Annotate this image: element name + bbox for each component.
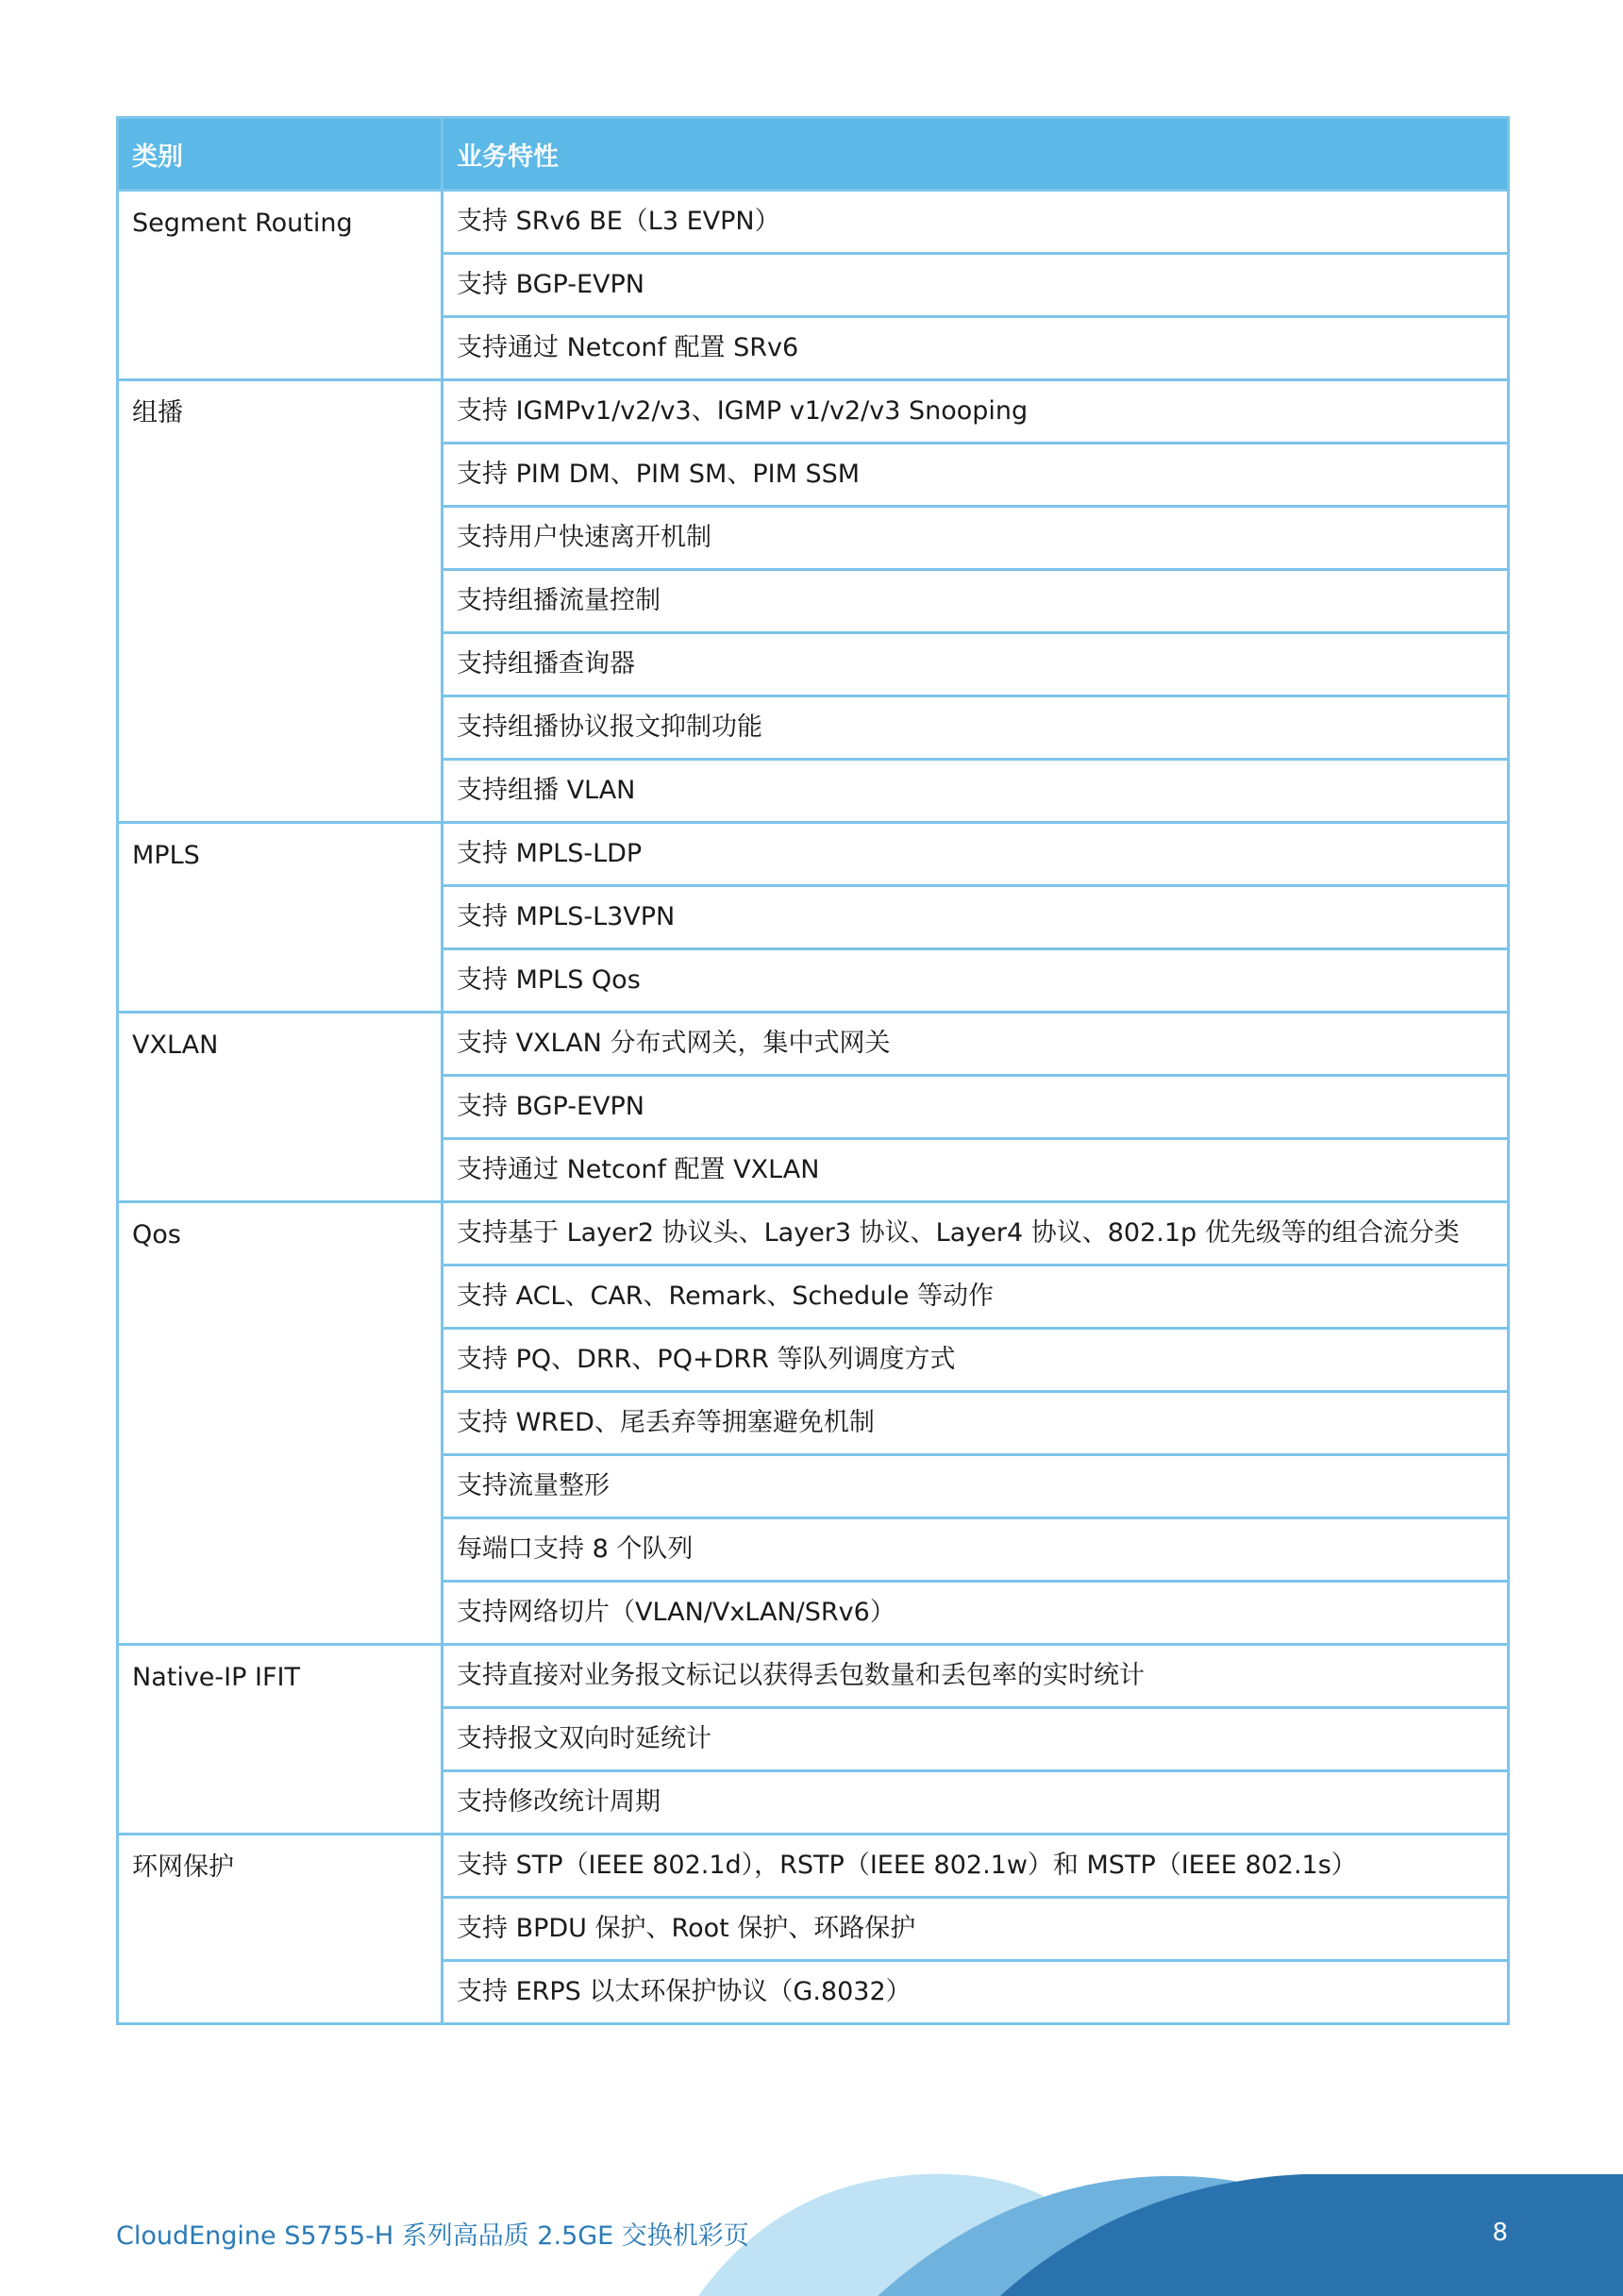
feature-cell: 支持基于 Layer2 协议头、Layer3 协议、Layer4 协议、802.1p 优先级等的组合流分类 — [443, 1202, 1509, 1265]
category-cell: 组播 — [118, 380, 443, 823]
feature-cell: 支持 STP（IEEE 802.1d），RSTP（IEEE 802.1w）和 MSTP（IEEE 802.1s） — [443, 1835, 1509, 1898]
feature-cell: 支持通过 Netconf 配置 VXLAN — [443, 1139, 1509, 1202]
feature-cell: 支持流量整形 — [443, 1455, 1509, 1518]
feature-cell: 每端口支持 8 个队列 — [443, 1518, 1509, 1582]
table-header-row — [118, 118, 1509, 191]
feature-cell: 支持 BGP-EVPN — [443, 1076, 1509, 1139]
category-cell: Qos — [118, 1202, 443, 1645]
feature-cell: 支持通过 Netconf 配置 SRv6 — [443, 317, 1509, 380]
feature-cell: 支持用户快速离开机制 — [443, 507, 1509, 570]
table-row — [118, 1835, 1509, 1898]
feature-cell: 支持 IGMPv1/v2/v3、IGMP v1/v2/v3 Snooping — [443, 380, 1509, 444]
category-cell: Segment Routing — [118, 191, 443, 380]
feature-cell: 支持组播 VLAN — [443, 760, 1509, 823]
category-cell: 环网保护 — [118, 1835, 443, 2024]
feature-cell: 支持组播协议报文抑制功能 — [443, 696, 1509, 760]
feature-cell: 支持直接对业务报文标记以获得丢包数量和丢包率的实时统计 — [443, 1645, 1509, 1708]
spec-table — [116, 116, 1510, 2025]
feature-cell: 支持 VXLAN 分布式网关，集中式网关 — [443, 1013, 1509, 1076]
header-category: 类别 — [118, 118, 443, 191]
feature-cell: 支持 ACL、CAR、Remark、Schedule 等动作 — [443, 1265, 1509, 1329]
feature-cell: 支持 MPLS Qos — [443, 949, 1509, 1013]
feature-cell: 支持报文双向时延统计 — [443, 1708, 1509, 1771]
feature-cell: 支持 PQ、DRR、PQ+DRR 等队列调度方式 — [443, 1329, 1509, 1392]
feature-cell: 支持 MPLS-L3VPN — [443, 886, 1509, 949]
feature-cell: 支持组播流量控制 — [443, 570, 1509, 633]
category-cell: Native-IP IFIT — [118, 1645, 443, 1835]
feature-cell: 支持 WRED、尾丢弃等拥塞避免机制 — [443, 1392, 1509, 1455]
feature-cell: 支持组播查询器 — [443, 633, 1509, 696]
table-row — [118, 1013, 1509, 1076]
category-cell: MPLS — [118, 823, 443, 1013]
table-row — [118, 1202, 1509, 1265]
feature-cell: 支持 ERPS 以太环保护协议（G.8032） — [443, 1961, 1509, 2024]
table-row — [118, 191, 1509, 254]
footer-title: CloudEngine S5755-H 系列高品质 2.5GE 交换机彩页 — [116, 2221, 749, 2251]
table-row — [118, 380, 1509, 444]
feature-cell: 支持修改统计周期 — [443, 1771, 1509, 1835]
table-row — [118, 823, 1509, 886]
feature-cell: 支持 BPDU 保护、Root 保护、环路保护 — [443, 1898, 1509, 1961]
category-cell: VXLAN — [118, 1013, 443, 1202]
feature-cell: 支持 PIM DM、PIM SM、PIM SSM — [443, 444, 1509, 507]
feature-cell: 支持 MPLS-LDP — [443, 823, 1509, 886]
feature-cell: 支持 BGP-EVPN — [443, 254, 1509, 317]
feature-cell: 支持网络切片（VLAN/VxLAN/SRv6） — [443, 1582, 1509, 1645]
page-number: 8 — [1492, 2219, 1508, 2247]
table-body — [118, 191, 1509, 2024]
feature-cell: 支持 SRv6 BE（L3 EVPN） — [443, 191, 1509, 254]
header-features: 业务特性 — [443, 118, 1509, 191]
table-row — [118, 1645, 1509, 1708]
